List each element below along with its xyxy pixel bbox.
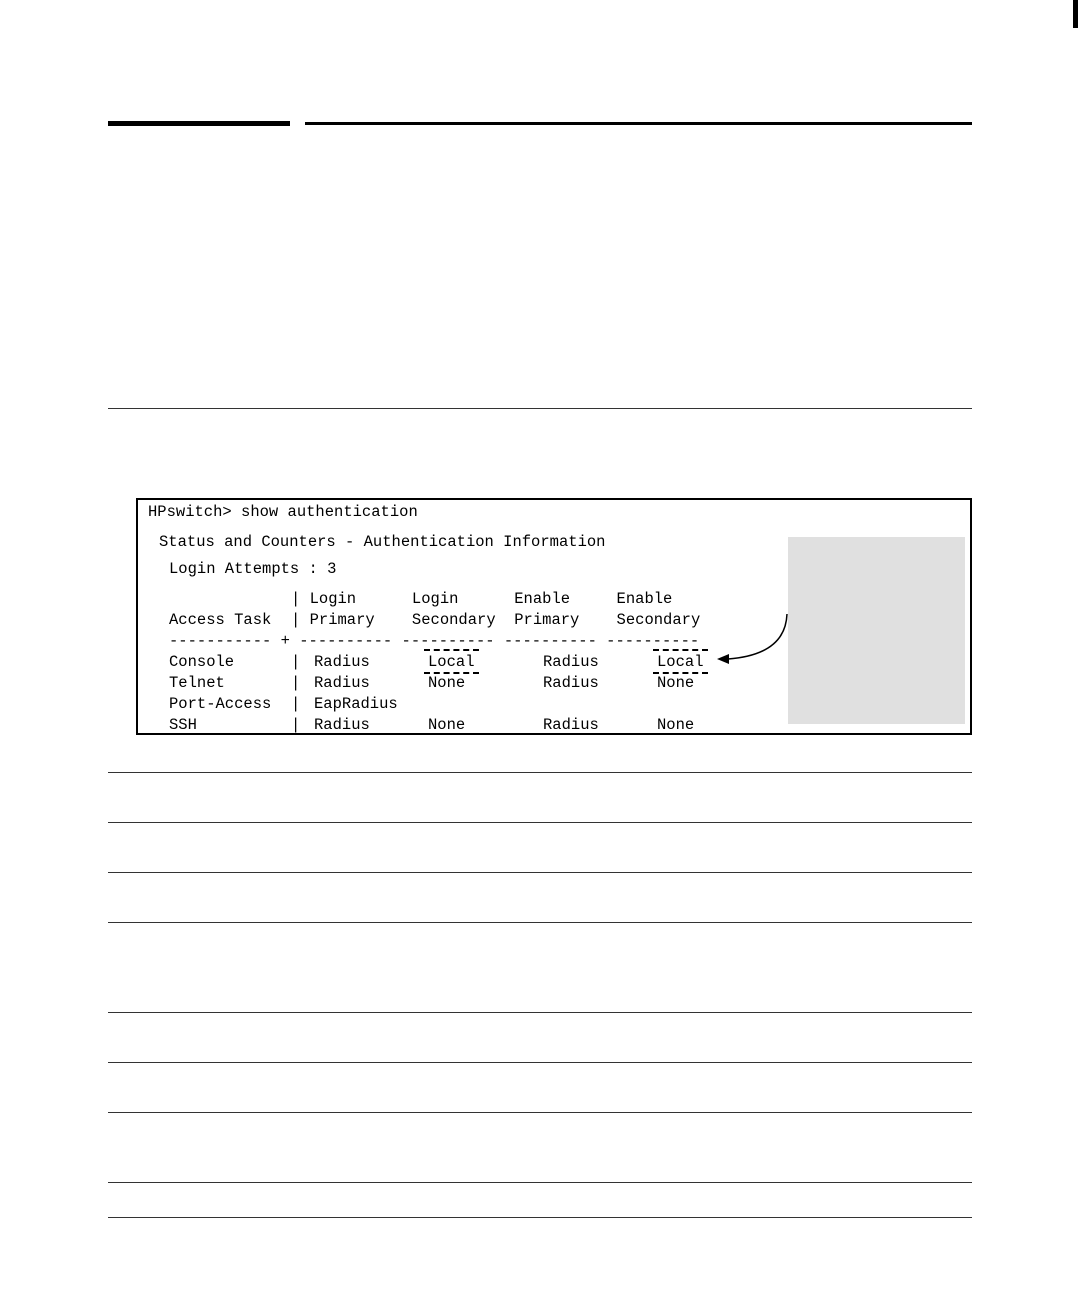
- table-row-task: Port-Access: [169, 695, 272, 713]
- table-row-pipe: |: [291, 674, 301, 692]
- table-row-enable-primary: Radius: [543, 716, 599, 734]
- table-row-login-primary: Radius: [314, 674, 370, 692]
- table-header-row1: | Login Login Enable Enable: [291, 590, 673, 608]
- table-header-row2: | Primary Secondary Primary Secondary: [291, 611, 701, 629]
- header-rule-thin: [305, 122, 972, 125]
- table-rule: [108, 1112, 972, 1113]
- highlight-local-login: Local: [428, 653, 475, 671]
- table-row-task: Console: [169, 653, 235, 671]
- table-row-login-primary: Radius: [314, 716, 370, 734]
- table-row-enable-secondary: None: [657, 674, 695, 692]
- table-rule: [108, 1182, 972, 1183]
- table-row-enable-secondary: [657, 653, 704, 671]
- highlight-local-enable: Local: [657, 653, 704, 671]
- callout-box: [788, 537, 965, 724]
- table-row-login-secondary: None: [428, 674, 466, 692]
- page-edge-tab: [1073, 0, 1078, 28]
- table-header-access-task: Access Task: [169, 611, 272, 629]
- table-row-enable-primary: Radius: [543, 674, 599, 692]
- table-row-login-primary: Radius: [314, 653, 370, 671]
- table-row-task: Telnet: [169, 674, 225, 692]
- table-row-enable-primary: Radius: [543, 653, 599, 671]
- table-rule: [108, 872, 972, 873]
- table-row-enable-secondary: None: [657, 716, 695, 734]
- terminal-screen: [136, 498, 972, 735]
- table-row-pipe: |: [291, 653, 301, 671]
- command-line: HPswitch> show authentication: [148, 503, 418, 521]
- table-row-pipe: |: [291, 716, 301, 734]
- table-row-login-secondary: None: [428, 716, 466, 734]
- table-separator: ----------- + ---------- ---------- ---------- ----------: [169, 632, 700, 650]
- header-rule-thick: [108, 121, 290, 126]
- login-attempts: Login Attempts : 3: [169, 560, 337, 578]
- table-rule: [108, 1217, 972, 1218]
- table-rule: [108, 1012, 972, 1013]
- section-divider: [108, 408, 972, 409]
- table-rule: [108, 1062, 972, 1063]
- table-rule: [108, 922, 972, 923]
- table-row-pipe: |: [291, 695, 301, 713]
- table-row-task: SSH: [169, 716, 197, 734]
- table-row-login-primary: EapRadius: [314, 695, 398, 713]
- table-row-login-secondary: [428, 653, 475, 671]
- table-rule: [108, 772, 972, 773]
- status-title: Status and Counters - Authentication Information: [159, 533, 606, 551]
- table-rule: [108, 822, 972, 823]
